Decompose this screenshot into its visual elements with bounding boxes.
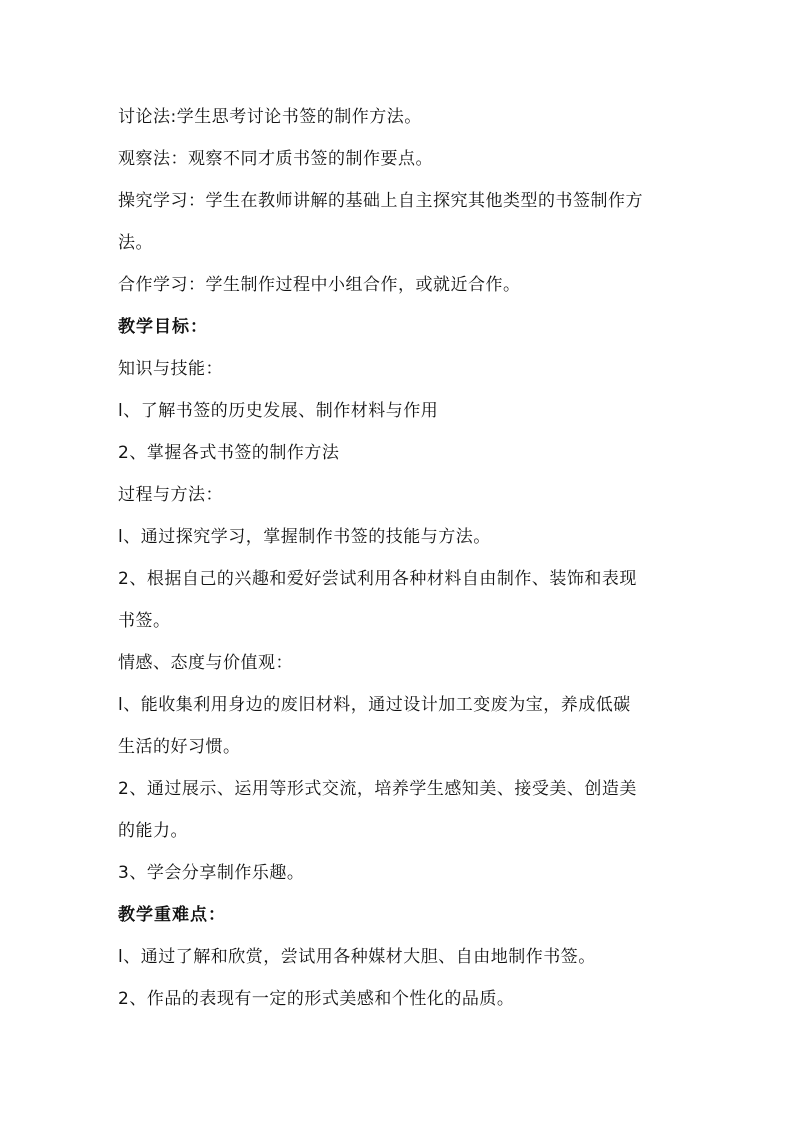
knowledge-item-2: 2、掌握各式书签的制作方法 xyxy=(118,443,340,463)
method-inquiry-continued: 法。 xyxy=(118,233,153,253)
method-discussion: 讨论法:学生思考讨论书签的制作方法。 xyxy=(118,107,422,127)
emotion-item-2-continued: 的能力。 xyxy=(118,821,188,841)
knowledge-item-1: l、了解书签的历史发展、制作材料与作用 xyxy=(118,401,439,421)
process-item-2-continued: 书签。 xyxy=(118,611,171,631)
process-item-1: l、通过探究学习，掌握制作书签的技能与方法。 xyxy=(118,527,491,547)
method-observation: 观察法：观察不同才质书签的制作要点。 xyxy=(118,149,433,169)
section-heading-key-difficulties: 教学重难点： xyxy=(118,905,226,925)
section-heading-objectives: 教学目标： xyxy=(118,317,208,337)
subheading-emotion-values: 情感、态度与价值观： xyxy=(118,653,293,673)
method-inquiry: 操究学习：学生在教师讲解的基础上自主探究其他类型的书签制作方 xyxy=(118,191,643,211)
difficulty-item-2: 2、作品的表现有一定的形式美感和个性化的品质。 xyxy=(118,989,515,1009)
subheading-knowledge-skills: 知识与技能： xyxy=(118,359,223,379)
difficulty-item-1: l、通过了解和欣赏，尝试用各种媒材大胆、自由地制作书签。 xyxy=(118,947,596,967)
emotion-item-2: 2、通过展示、运用等形式交流，培养学生感知美、接受美、创造美 xyxy=(118,779,637,799)
emotion-item-3: 3、学会分享制作乐趣。 xyxy=(118,863,305,883)
emotion-item-1: l、能收集利用身边的废旧材料，通过设计加工变废为宝，养成低碳 xyxy=(118,695,631,715)
emotion-item-1-continued: 生活的好习惯。 xyxy=(118,737,241,757)
subheading-process-methods: 过程与方法： xyxy=(118,485,223,505)
method-cooperation: 合作学习：学生制作过程中小组合作，或就近合作。 xyxy=(118,275,521,295)
process-item-2: 2、根据自己的兴趣和爱好尝试利用各种材料自由制作、装饰和表现 xyxy=(118,569,637,589)
